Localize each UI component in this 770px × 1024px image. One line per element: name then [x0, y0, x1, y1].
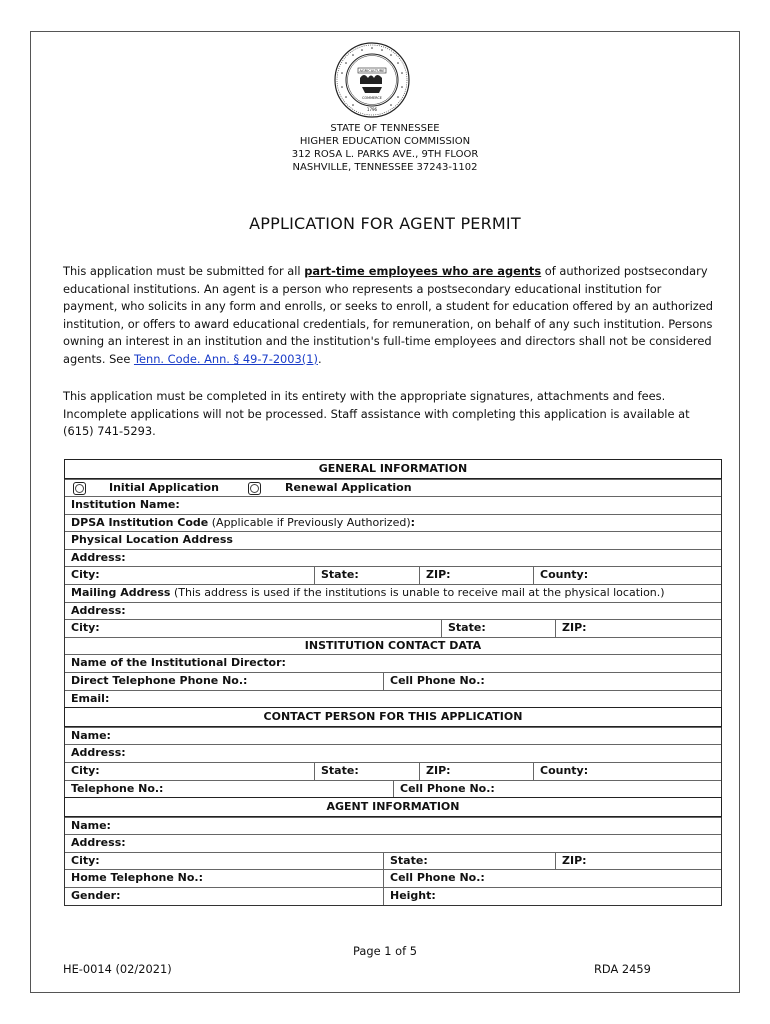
agent-gender-height-row: [65, 887, 721, 905]
mailing-state-field[interactable]: State:: [441, 620, 486, 637]
agent-city-field[interactable]: City:: [71, 853, 100, 867]
svg-text:COMMERCE: COMMERCE: [362, 96, 382, 100]
tennessee-seal-icon: [334, 42, 410, 118]
physical-zip-field[interactable]: ZIP:: [419, 567, 451, 584]
contact-city-field[interactable]: City:: [71, 763, 100, 777]
contact-telephone-field[interactable]: Telephone No.:: [71, 781, 164, 795]
agent-address-label: Address:: [71, 836, 126, 850]
intro-text-end: .: [317, 351, 322, 366]
mailing-address-label: [65, 585, 665, 602]
header-line-city: NASHVILLE, TENNESSEE 37243-1102: [292, 162, 478, 173]
dpsa-code-field[interactable]: [65, 514, 721, 532]
agent-address-field[interactable]: [65, 834, 721, 852]
physical-address-label: Address:: [71, 550, 126, 564]
institution-name-label: Institution Name:: [71, 498, 180, 512]
agent-gender-field[interactable]: Gender:: [71, 888, 121, 902]
contact-cell-phone-field[interactable]: Cell Phone No.:: [393, 781, 495, 798]
mailing-city-field[interactable]: City:: [71, 621, 100, 635]
physical-location-label: Physical Location Address: [71, 533, 233, 547]
initial-application-label: Initial Application: [109, 480, 219, 494]
section-contact-person: CONTACT PERSON FOR THIS APPLICATION: [64, 707, 722, 727]
mailing-zip-field[interactable]: ZIP:: [555, 620, 587, 637]
director-name-field[interactable]: [65, 654, 721, 672]
section-institution-contact-data: INSTITUTION CONTACT DATA: [65, 637, 721, 655]
svg-text:AGRICULTURE: AGRICULTURE: [359, 69, 385, 73]
agent-name-field[interactable]: [65, 817, 721, 835]
mailing-note: (This address is used if the institutions is unable to receive mail at the physical location.): [170, 586, 665, 600]
agent-city-state-row: [65, 852, 721, 870]
section-agent-information: AGENT INFORMATION: [64, 797, 722, 817]
physical-location-heading-row: [65, 531, 721, 549]
intro-text-b: of authorized postsecondary educational institutions. An agent is a person who represents a postsecondary educational institution for payment, who solicits in any form and enrolls, or seeks to enroll, a student for education offered by an authorized institution, or offers to award educational credentials, for remuneration, on behalf of any such institution. Persons owning an interest in an institution and the institution's full-time employees and directors shall not be considered agents. See: [63, 264, 713, 366]
form-id: HE-0014 (02/2021): [63, 962, 172, 976]
intro-paragraph-2: This application must be completed in its entirety with the appropriate signatures, attachments and fees. Incomplete applications will not be processed. Staff assistance with completing this application is available at (615) 741-5293.: [63, 389, 690, 439]
agent-zip-field[interactable]: ZIP:: [555, 853, 587, 870]
contact-name-label: Name:: [71, 728, 111, 742]
mailing-address-label-2: Address:: [71, 603, 126, 617]
contact-phone-row: [65, 780, 721, 798]
director-phone-row: [65, 672, 721, 690]
svg-text:1796: 1796: [366, 107, 378, 112]
mailing-label-text: Mailing Address: [71, 586, 171, 600]
mailing-address-heading-row: [65, 584, 721, 602]
page-title: APPLICATION FOR AGENT PERMIT: [249, 214, 521, 233]
agent-name-label: Name:: [71, 818, 111, 832]
contact-county-field[interactable]: County:: [533, 763, 588, 780]
tenn-code-link[interactable]: Tenn. Code. Ann. § 49-7-2003(1): [133, 351, 318, 366]
contact-city-state-row: [65, 762, 721, 780]
dpsa-note: (Applicable if Previously Authorized): [208, 515, 411, 529]
section-general-information: GENERAL INFORMATION: [64, 459, 722, 479]
rda-number: RDA 2459: [594, 962, 651, 976]
institution-name-field[interactable]: [65, 496, 721, 514]
intro-paragraph-1: [63, 263, 713, 369]
agent-state-field[interactable]: State:: [383, 853, 428, 870]
header-line-commission: HIGHER EDUCATION COMMISSION: [299, 136, 471, 147]
agent-height-field[interactable]: Height:: [383, 888, 436, 905]
director-email-field[interactable]: [65, 690, 721, 708]
mailing-address-field[interactable]: [65, 602, 721, 620]
mailing-city-state-row: [65, 619, 721, 637]
physical-city-field[interactable]: City:: [71, 568, 100, 582]
header-line-state: STATE OF TENNESSEE: [330, 123, 440, 134]
physical-city-state-row: [65, 566, 721, 584]
dpsa-colon: :: [410, 515, 416, 529]
contact-zip-field[interactable]: ZIP:: [419, 763, 451, 780]
email-label: Email:: [71, 691, 110, 705]
page-number: Page 1 of 5: [353, 944, 417, 958]
contact-address-label: Address:: [71, 746, 126, 760]
director-name-label: Name of the Institutional Director:: [71, 656, 286, 670]
agent-cell-phone-field[interactable]: Cell Phone No.:: [383, 870, 485, 887]
application-type-row: [65, 479, 721, 497]
contact-address-field[interactable]: [65, 744, 721, 762]
intro-emphasis: part-time employees who are agents: [304, 264, 542, 278]
renewal-application-radio[interactable]: [248, 482, 261, 495]
agent-phone-row: [65, 869, 721, 887]
application-form: [64, 459, 722, 906]
dpsa-label-text: DPSA Institution Code: [71, 515, 209, 529]
header-line-street: 312 ROSA L. PARKS AVE., 9TH FLOOR: [291, 149, 479, 160]
intro-text-a: This application must be submitted for all: [63, 264, 305, 278]
physical-state-field[interactable]: State:: [314, 567, 359, 584]
agent-home-telephone-field[interactable]: Home Telephone No.:: [71, 871, 203, 885]
direct-telephone-field[interactable]: Direct Telephone Phone No.:: [71, 674, 248, 688]
contact-name-field[interactable]: [65, 727, 721, 745]
dpsa-label: [65, 515, 415, 532]
initial-application-radio[interactable]: [73, 482, 86, 495]
contact-state-field[interactable]: State:: [314, 763, 359, 780]
physical-address-field[interactable]: [65, 549, 721, 567]
director-cell-phone-field[interactable]: Cell Phone No.:: [383, 673, 485, 690]
renewal-application-label: Renewal Application: [285, 480, 412, 494]
physical-county-field[interactable]: County:: [533, 567, 588, 584]
